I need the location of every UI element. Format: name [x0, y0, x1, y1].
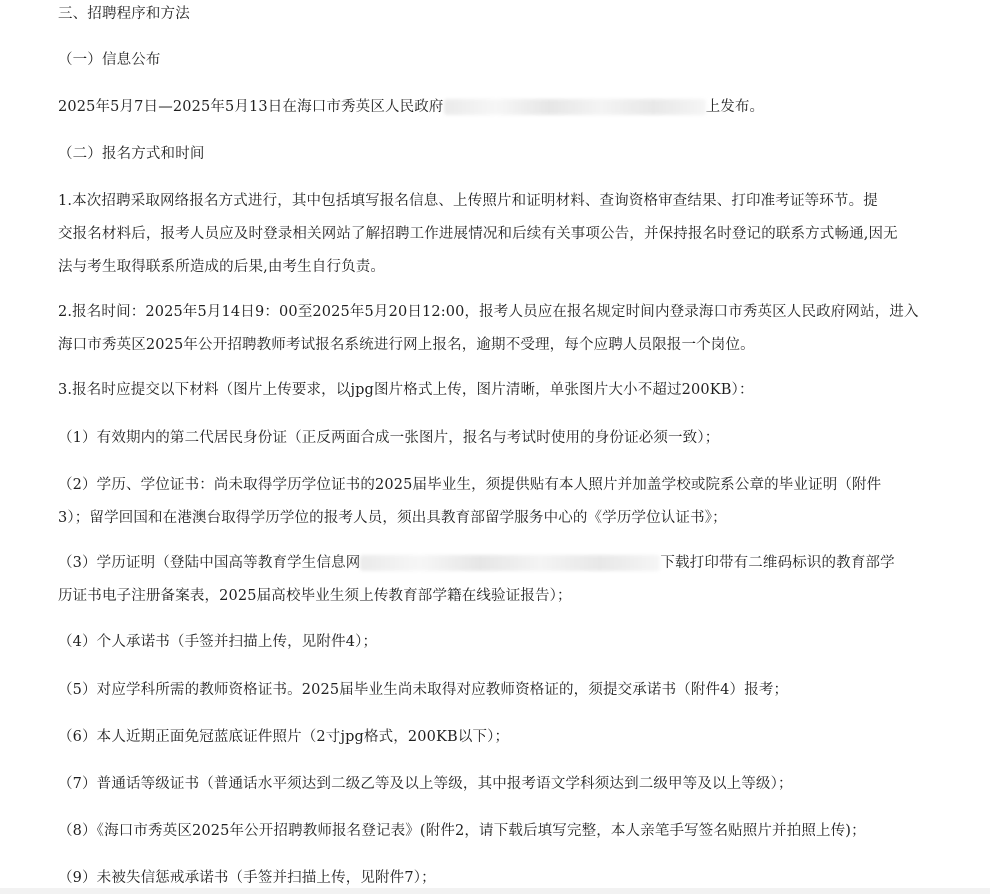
item1-line2: 交报名材料后，报考人员应及时登录相关网站了解招聘工作进展情况和后续有关事项公告，并保持报名时登记的联系方式畅通,因无 — [58, 226, 898, 242]
material-3-text-start: （3）学历证明（登陆中国高等教育学生信息网 — [58, 555, 361, 571]
material-4: （4）个人承诺书（手签并扫描上传，见附件4）； — [58, 634, 378, 650]
material-1: （1）有效期内的第二代居民身份证（正反两面合成一张图片，报名与考试时使用的身份证必须一致）； — [58, 430, 720, 446]
item2-line2: 海口市秀英区2025年公开招聘教师考试报名系统进行网上报名，逾期不受理，每个应聘人员限报一个岗位。 — [58, 337, 755, 353]
material-3-line1 — [58, 553, 895, 573]
item1-line3: 法与考生取得联系所造成的后果,由考生自行负责。 — [58, 259, 386, 275]
material-7: （7）普通话等级证书（普通话水平须达到二级乙等及以上等级，其中报考语文学科须达到二级甲等及以上等级）； — [58, 776, 793, 792]
bottom-edge — [0, 888, 990, 894]
subsection-title-registration: （二）报名方式和时间 — [58, 146, 205, 162]
subsection-title-info-release: （一）信息公布 — [58, 52, 161, 68]
section-title: 三、招聘程序和方法 — [58, 6, 190, 22]
item2-line1: 2.报名时间：2025年5月14日9：00至2025年5月20日12:00，报考人员应在报名规定时间内登录海口市秀英区人民政府网站，进入 — [58, 304, 919, 320]
material-6: （6）本人近期正面免冠蓝底证件照片（2寸jpg格式，200KB以下）； — [58, 729, 510, 745]
material-8: （8）《海口市秀英区2025年公开招聘教师报名登记表》(附件2，请下载后填写完整，本人亲笔手写签名贴照片并拍照上传)； — [58, 823, 866, 839]
material-3-text-end: 下载打印带有二维码标识的教育部学 — [660, 555, 895, 571]
paragraph-info-release-text-end: 上发布。 — [705, 99, 765, 115]
material-2-line1: （2）学历、学位证书：尚未取得学历学位证书的2025届毕业生，须提供贴有本人照片并加盖学校或院系公章的毕业证明（附件 — [58, 477, 882, 493]
material-3-line2: 历证书电子注册备案表，2025届高校毕业生须上传教育部学籍在线验证报告）； — [58, 588, 572, 604]
material-2-line2: 3）；留学回国和在港澳台取得学历学位的报考人员，须出具教育部留学服务中心的《学历学位认证书》； — [58, 510, 727, 526]
redacted-url — [360, 555, 660, 571]
redacted-website-address — [444, 99, 706, 115]
item3-line1: 3.报名时应提交以下材料（图片上传要求，以jpg图片格式上传，图片清晰，单张图片大小不超过200KB）： — [58, 382, 754, 398]
paragraph-info-release-text-start: 2025年5月7日—2025年5月13日在海口市秀英区人民政府 — [58, 99, 444, 115]
item1-line1: 1.本次招聘采取网络报名方式进行，其中包括填写报名信息、上传照片和证明材料、查询资格审查结果、打印准考证等环节。提 — [58, 193, 878, 209]
paragraph-info-release — [58, 97, 764, 117]
material-5: （5）对应学科所需的教师资格证书。2025届毕业生尚未取得对应教师资格证的，须提交承诺书（附件4）报考； — [58, 682, 789, 698]
material-9: （9）未被失信惩戒承诺书（手签并扫描上传，见附件7）； — [58, 870, 436, 886]
